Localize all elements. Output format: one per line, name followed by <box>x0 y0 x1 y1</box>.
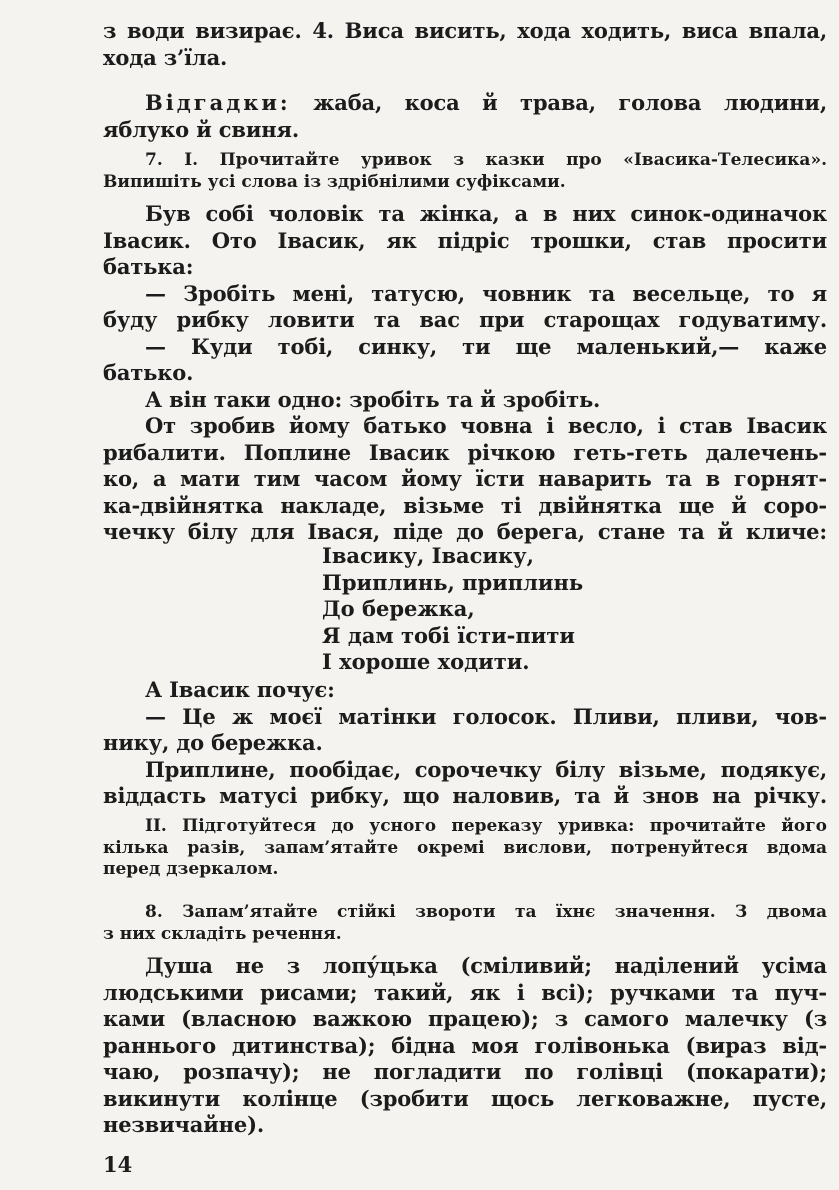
answers-label: Відгадки: <box>145 90 291 115</box>
text-line: — Зробіть мені, татусю, човник та весельце, то я <box>145 280 827 306</box>
idioms-list <box>103 953 827 1139</box>
text-line: — Це ж моєї матінки голосок. Пливи, пливи, чов- <box>145 703 827 729</box>
text-line: нику, до бережка. <box>103 730 323 755</box>
text-line: з води визирає. 4. Виса висить, хода ходить, виса впала, <box>103 18 827 43</box>
text-line: 7. І. Прочитайте уривок з казки про «Івасика-Телесика». <box>145 150 827 170</box>
text-line: з них складіть речення. <box>103 923 342 944</box>
text-line: яблуко й свиня. <box>103 116 300 142</box>
text-line: перед дзеркалом. <box>103 859 279 879</box>
page-number: 14 <box>103 1152 133 1177</box>
text-line: викинути колінце (зробити щось легковажне, пусте, <box>103 1085 827 1111</box>
task-8-instruction <box>103 902 827 945</box>
text-line: ка-двійнятка накладе, візьме ті двійнятка ще й соро- <box>103 492 827 518</box>
text-line: ками (власною важкою працею); з самого малечку (з <box>103 1006 827 1031</box>
text-line: людськими рисами; такий, як і всі); ручками та пуч- <box>103 979 827 1005</box>
riddle-continuation <box>103 18 827 71</box>
text-line: віддасть матусі рибку, що наловив, та й знов на річку. <box>103 783 827 808</box>
text-line: ко, а мати тим часом йому їсти наварить та в горнят- <box>103 466 827 491</box>
riddle-answers <box>103 90 827 143</box>
story-excerpt <box>103 201 827 546</box>
answers-text: жаба, коса й трава, голова людини, <box>313 90 827 115</box>
text-line: батько. <box>103 360 194 385</box>
task-7-instruction <box>103 150 827 193</box>
story-excerpt-continued <box>103 677 827 810</box>
text-line: Був собі чоловік та жінка, а в них синок-одиначок <box>145 201 827 226</box>
text-line: хода з’їла. <box>103 44 228 70</box>
text-line: Душа не з лопу́цька (сміливий; наділений усіма <box>145 953 827 978</box>
poem-line: Івасику, Івасику, <box>322 543 534 568</box>
text-line: незвичайне). <box>103 1112 265 1137</box>
poem-line: До бережка, <box>322 596 475 621</box>
text-line: А Івасик почує: <box>145 677 335 702</box>
text-line: чечку білу для Івася, піде до берега, стане та й кличе: <box>103 519 827 544</box>
text-line: раннього дитинства); бідна моя голівонька (вираз від- <box>103 1032 827 1058</box>
text-line: рибалити. Поплине Івасик річкою геть-геть далечень- <box>103 439 827 465</box>
text-line: кілька разів, запам’ятайте окремі вислови, потренуйтеся вдома <box>103 837 827 858</box>
text-line: буду рибку ловити та вас при старощах годуватиму. <box>103 307 827 332</box>
text-line: Івасик. Ото Івасик, як підріс трошки, став просити <box>103 227 827 253</box>
text-line: чаю, розпачу); не погладити по голівці (покарати); <box>103 1059 827 1084</box>
text-line: Приплине, пообідає, сорочечку білу візьме, подякує, <box>145 756 827 782</box>
poem <box>322 543 583 676</box>
answers-line <box>103 90 827 117</box>
task-7-part-2 <box>103 816 827 881</box>
text-line: батька: <box>103 254 194 279</box>
text-line: 8. Запам’ятайте стійкі звороти та їхнє значення. З двома <box>145 902 827 922</box>
poem-line: Я дам тобі їсти-пити <box>322 622 575 648</box>
text-line: А він таки одно: зробіть та й зробіть. <box>145 386 601 412</box>
text-line: — Куди тобі, синку, ти ще маленький,— каже <box>145 333 827 359</box>
text-line: Випишіть усі слова із здрібнілими суфіксами. <box>103 171 566 192</box>
poem-line: І хороше ходити. <box>322 649 530 674</box>
poem-line: Приплинь, приплинь <box>322 569 584 595</box>
text-line: ІІ. Підготуйтеся до усного переказу уривка: прочитайте його <box>145 816 827 836</box>
text-line: От зробив йому батько човна і весло, і став Івасик <box>145 413 827 438</box>
